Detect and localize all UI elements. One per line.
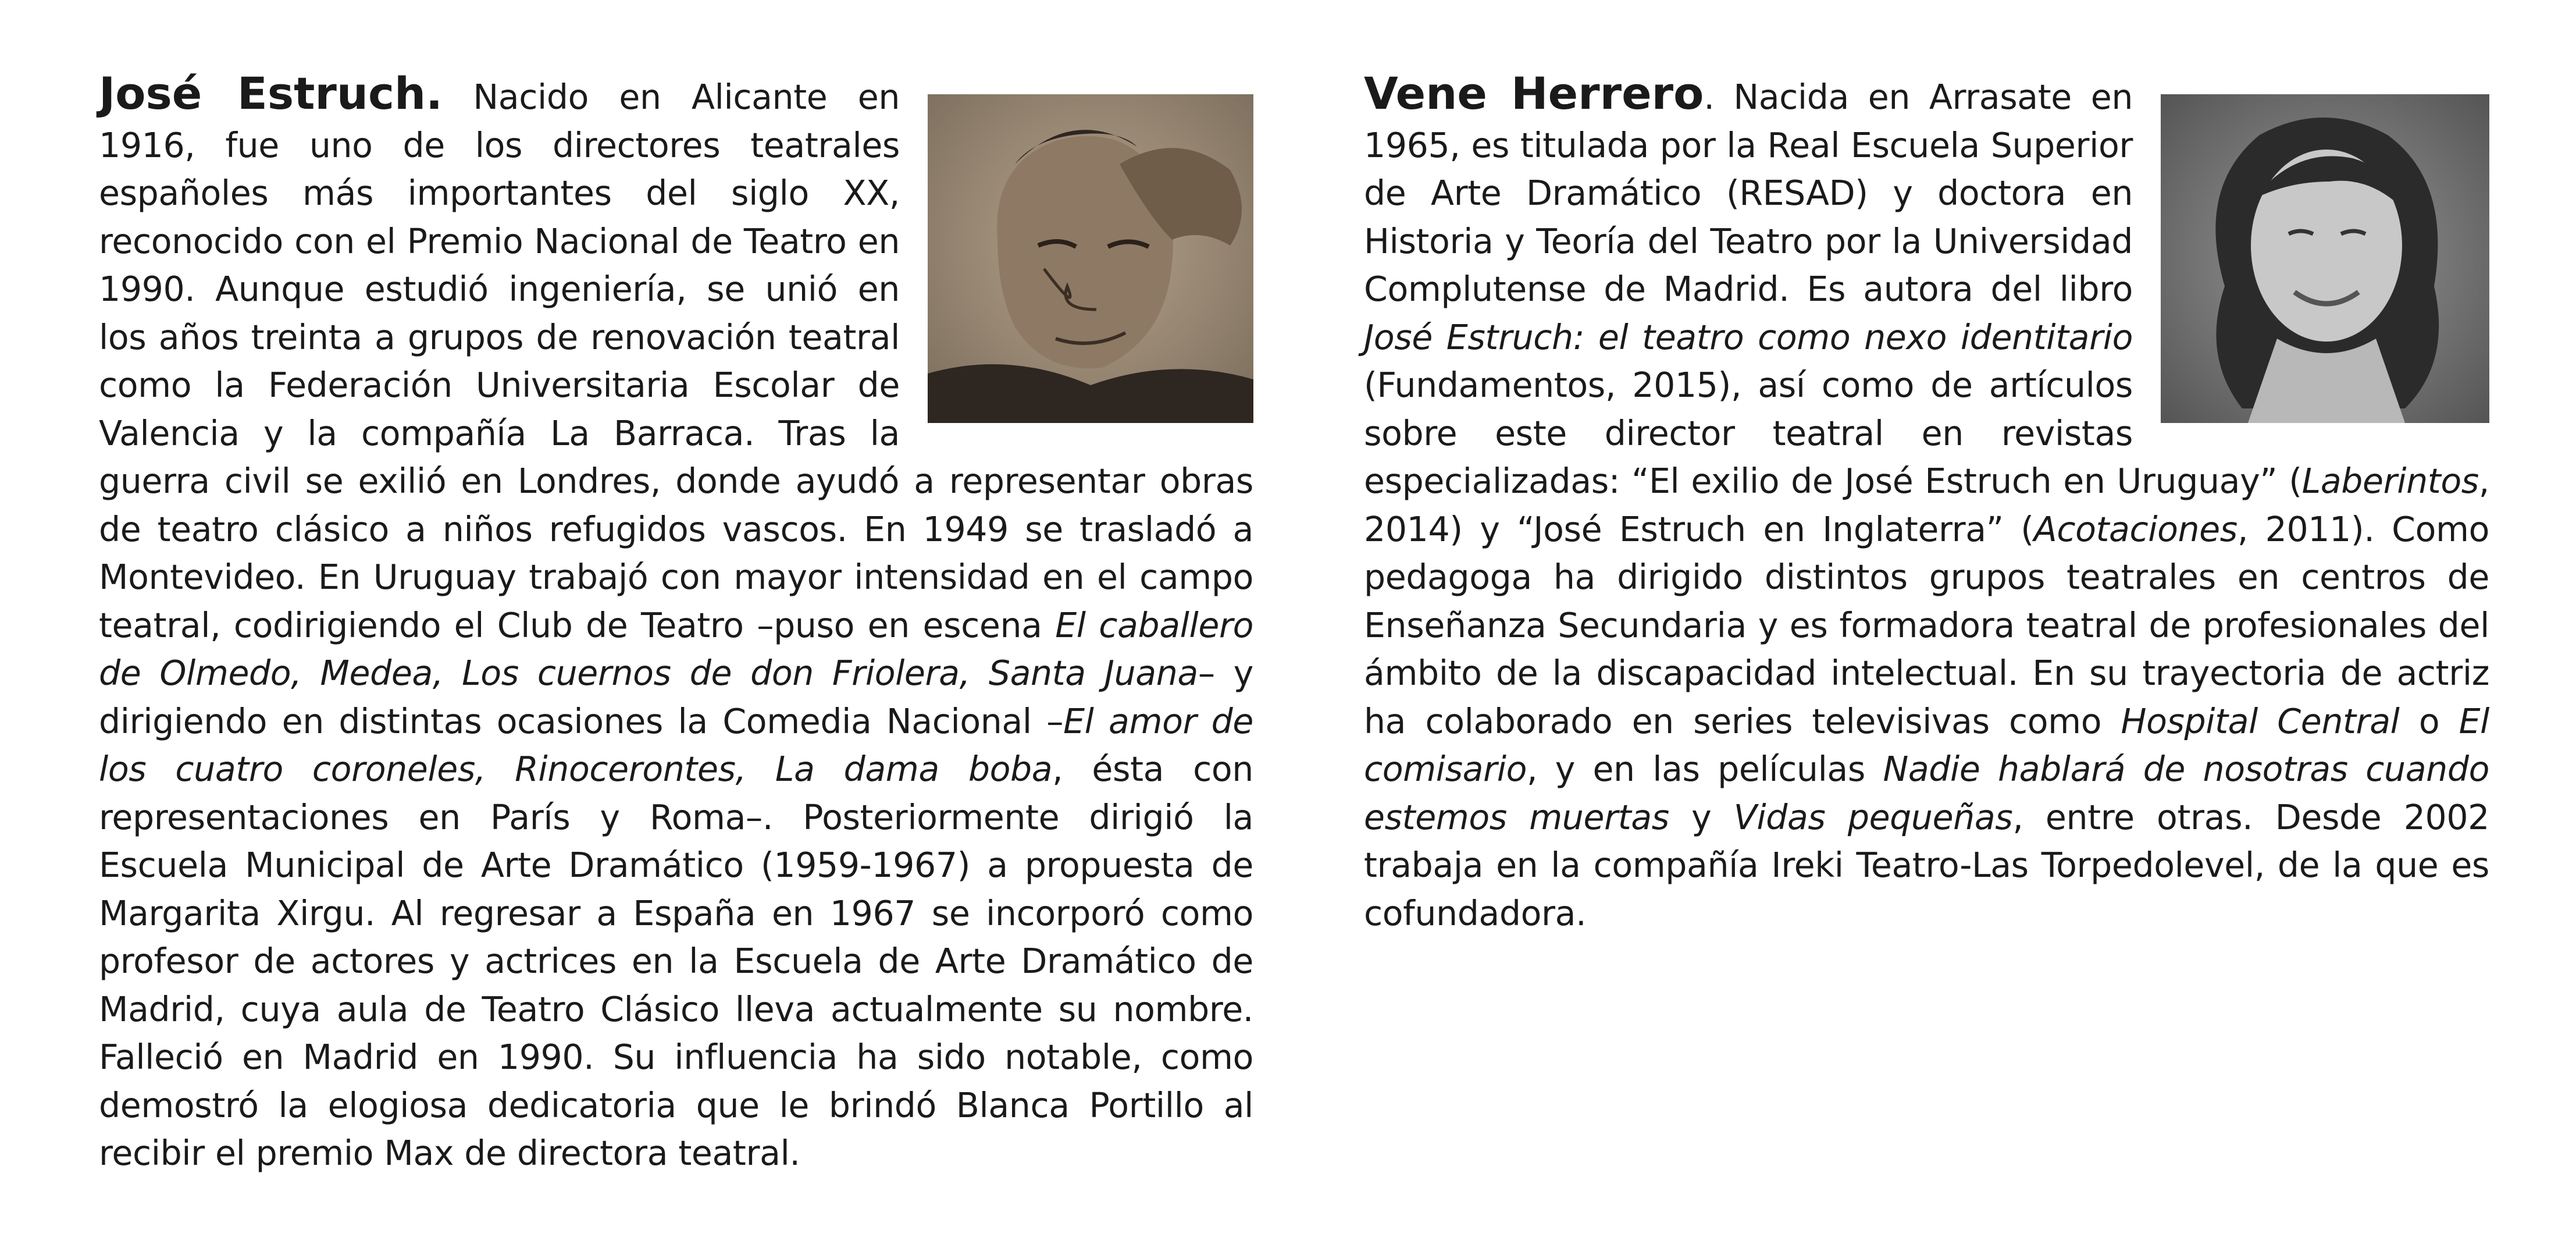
bio-text: , 2011). Como pedagoga ha dirigido distintos grupos teatrales en centros de Enseñanza Secundaria y es formadora teatral de profesionales del ámbito de la discapacidad intelectual. En su trayectoria de actriz ha colaborado en series televisivas como xyxy=(1364,509,2489,741)
bio-text: Nacido en Alicante en 1916, fue uno de los directores teatrales españoles más importantes del siglo XX, reconocido con el Premio Nacional de Teatro en 1990. Aunque estudió ingeniería, se unió en los años treinta a grupos de renovación teatral como la Federación Universitaria Escolar de Valencia y la compañía La Barraca. Tras la guerra civil se exilió en Londres, donde ayudó a representar obras de teatro clásico a niños refugidos vascos. En 1949 se trasladó a Montevideo. En Uruguay trabajó con mayor intensidad en el campo teatral, codirigiendo el Club de Teatro –puso en escena xyxy=(99,77,1253,645)
bio-italic-title: José Estruch: el teatro como nexo identitario xyxy=(1364,317,2133,357)
bio-italic-title: Nadie hablará de nosotras cuando estemos muertas xyxy=(1364,749,2489,837)
bio-text: , entre otras. Desde 2002 trabaja en la compañía Ireki Teatro-Las Torpedolevel, de la que es cofundadora. xyxy=(1364,797,2489,933)
portrait-jose-estruch xyxy=(928,94,1253,423)
bio-text: (Fundamentos, 2015), así como de artículos sobre este director teatral en revistas especializadas: “El exilio de José Estruch en Uruguay” ( xyxy=(1364,365,2302,501)
bio-text: y xyxy=(1669,797,1734,837)
bio-text: , 2014) y “José Estruch en Inglaterra” ( xyxy=(1364,461,2489,549)
bio-text: – y dirigiendo en distintas ocasiones la Comedia Nacional – xyxy=(99,653,1253,741)
bio-text: . Nacida en Arrasate en 1965, es titulada por la Real Escuela Superior de Arte Dramático (RESAD) y doctora en Historia y Teoría del Teatro por la Universidad Complutense de Madrid. Es autora del libro xyxy=(1364,77,2133,309)
bio-italic-title: Laberintos xyxy=(2301,461,2479,501)
bio-name: Vene Herrero xyxy=(1364,67,1704,119)
bio-text: , y en las películas xyxy=(1527,749,1883,789)
bio-italic-title: El amor de los cuatro coroneles, Rinocerontes, La dama boba xyxy=(99,701,1253,789)
bio-italic-title: El comisario xyxy=(1364,701,2489,789)
bio-text: o xyxy=(2399,701,2459,741)
bio-italic-title: El caballero de Olmedo, Medea, Los cuernos de don Friolera, Santa Juana xyxy=(99,605,1253,693)
bio-italic-title: Acotaciones xyxy=(2033,509,2237,549)
bio-name: José Estruch. xyxy=(99,67,443,119)
bio-italic-title: Vidas pequeñas xyxy=(1733,797,2013,837)
bio-text: , ésta con representaciones en París y Roma–. Posteriormente dirigió la Escuela Municipal de Arte Dramático (1959-1967) a propuesta de Margarita Xirgu. Al regresar a España en 1967 se incorporó como profesor de actores y actrices en la Escuela de Arte Dramático de Madrid, cuya aula de Teatro Clásico lleva actualmente su nombre. Falleció en Madrid en 1990. Su influencia ha sido notable, como demostró la elogiosa dedicatoria que le brindó Blanca Portillo al recibir el premio Max de directora teatral. xyxy=(99,749,1253,1173)
bio-vene-herrero xyxy=(1364,67,2489,937)
bio-jose-estruch xyxy=(99,67,1253,1178)
bio-italic-title: Hospital Central xyxy=(2121,701,2400,741)
portrait-vene-herrero xyxy=(2161,94,2489,423)
